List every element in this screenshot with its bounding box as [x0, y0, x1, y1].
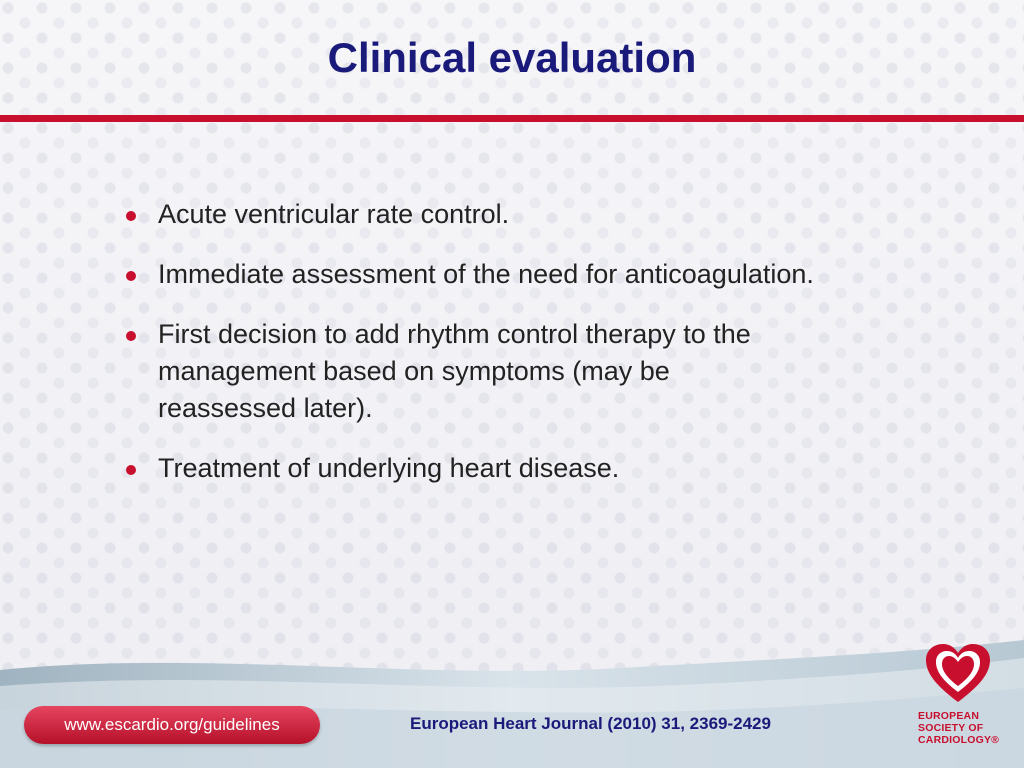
bullet-icon [126, 211, 136, 221]
bullet-item [122, 450, 922, 487]
title-divider [0, 115, 1024, 122]
heart-logo-icon [924, 642, 992, 706]
bullet-list [122, 196, 922, 510]
bullet-icon [126, 331, 136, 341]
bullet-item [122, 316, 922, 427]
bullet-text: Acute ventricular rate control. [158, 199, 510, 229]
logo-line: CARDIOLOGY® [918, 734, 1000, 746]
journal-citation: European Heart Journal (2010) 31, 2369-2429 [410, 714, 771, 733]
logo-line: SOCIETY OF [918, 722, 984, 734]
bullet-item [122, 196, 922, 233]
slide-title: Clinical evaluation [327, 34, 697, 81]
bullet-text: Immediate assessment of the need for anticoagulation. [158, 259, 814, 289]
bullet-icon [126, 271, 136, 281]
esc-logo [914, 642, 1010, 758]
bullet-text: First decision to add rhythm control therapy to the management based on symptoms (may be reassessed later). [158, 319, 751, 423]
bullet-item [122, 256, 922, 293]
logo-wordmark [918, 710, 1010, 746]
guidelines-link[interactable]: www.escardio.org/guidelines [24, 706, 320, 744]
footer-wave-graphic [0, 640, 1024, 768]
bullet-text: Treatment of underlying heart disease. [158, 453, 620, 483]
bullet-icon [126, 465, 136, 475]
logo-line: EUROPEAN [918, 710, 980, 722]
footer-band [0, 640, 1024, 768]
